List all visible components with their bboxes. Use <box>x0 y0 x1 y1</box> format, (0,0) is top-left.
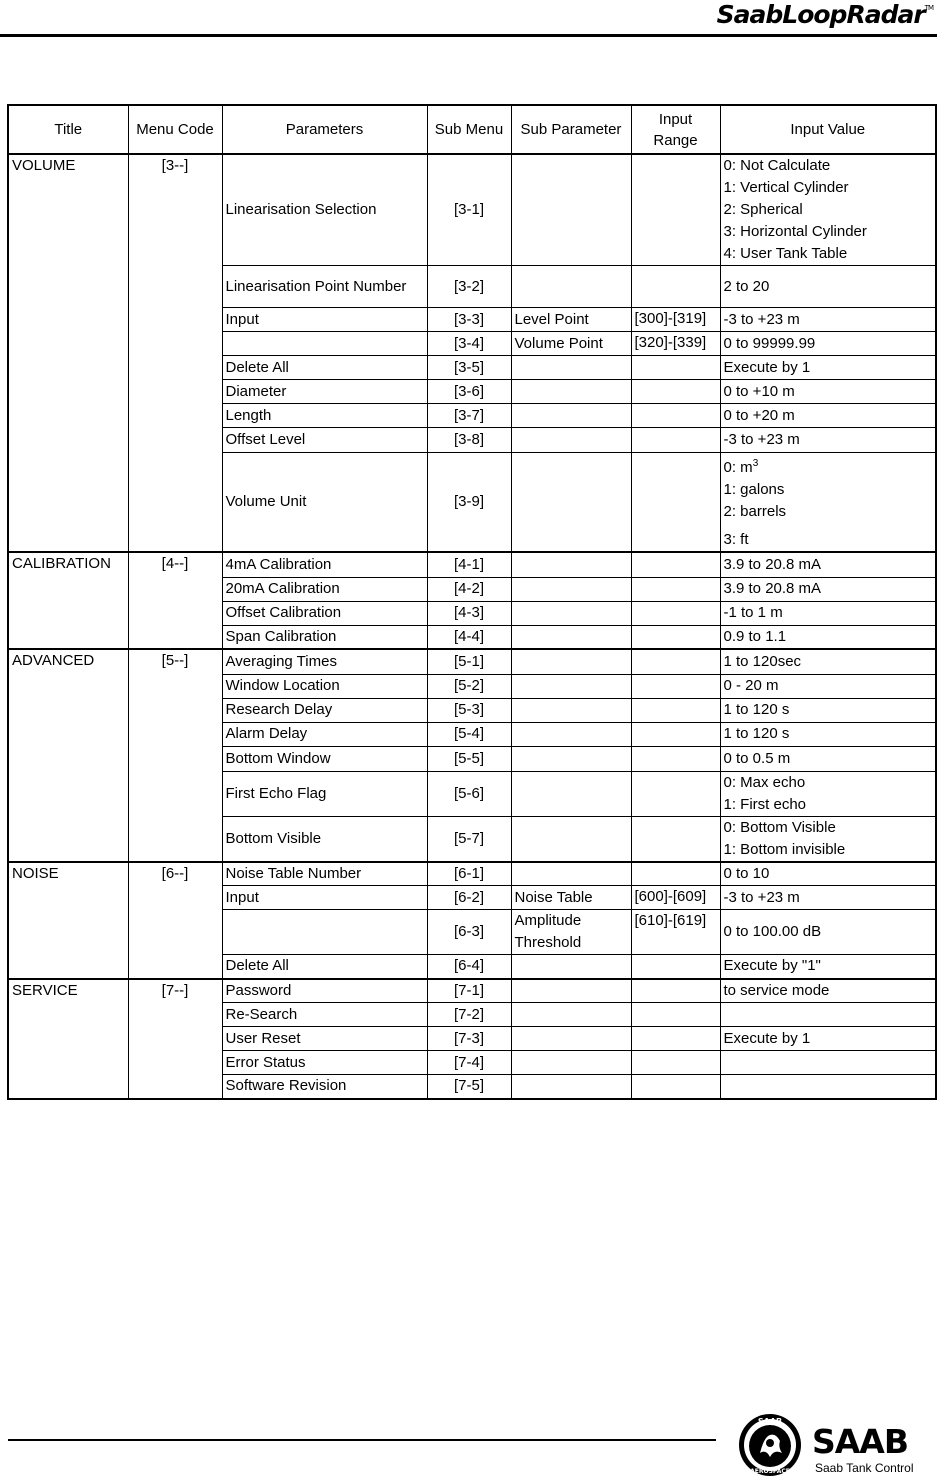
input-value-cell <box>720 404 936 428</box>
parameter-cell: Offset Level <box>222 428 427 453</box>
sub-menu-cell: [6-1] <box>427 862 511 886</box>
input-value-cell <box>720 1027 936 1051</box>
input-value-cell <box>720 1051 936 1075</box>
sub-menu-cell: [5-1] <box>427 649 511 674</box>
input-value-line: Execute by 1 <box>723 358 811 376</box>
input-value-line: -3 to +23 m <box>723 431 800 448</box>
input-range-cell <box>631 1075 720 1099</box>
sub-parameter-cell: Amplitude Threshold <box>511 910 631 955</box>
input-range-cell <box>631 1027 720 1051</box>
sub-menu-cell: [7-5] <box>427 1075 511 1099</box>
sub-parameter-cell <box>511 1003 631 1027</box>
input-range-cell <box>631 577 720 601</box>
input-value-cell <box>720 746 936 771</box>
input-value-line: -3 to +23 m <box>723 888 800 906</box>
col-header-title: Title <box>8 105 128 154</box>
input-range-cell: [610]-[619] <box>631 910 720 955</box>
header-row <box>8 105 936 154</box>
parameter-cell: Linearisation Selection <box>222 154 427 266</box>
sub-parameter-cell <box>511 154 631 266</box>
superscript: 3 <box>752 458 759 469</box>
sub-menu-cell: [5-6] <box>427 771 511 816</box>
input-value-line: 0 to 10 <box>723 864 770 882</box>
input-value-line: 3.9 to 20.8 mA <box>723 555 822 573</box>
sub-menu-cell: [3-4] <box>427 332 511 356</box>
sub-menu-cell: [5-4] <box>427 722 511 746</box>
col-header-sub-parameter: Sub Parameter <box>511 105 631 154</box>
sub-menu-cell: [7-4] <box>427 1051 511 1075</box>
sub-menu-cell: [3-2] <box>427 266 511 308</box>
input-range-cell <box>631 649 720 674</box>
input-value-line: 2 to 20 <box>723 277 770 295</box>
parameter-cell: Research Delay <box>222 698 427 722</box>
parameter-cell: Password <box>222 979 427 1003</box>
table-row <box>8 649 936 674</box>
sub-menu-cell: [5-7] <box>427 816 511 862</box>
group-menu-code: [4--] <box>128 552 222 649</box>
sub-parameter-cell <box>511 698 631 722</box>
saab-scania-seal-icon <box>738 1413 802 1477</box>
parameter-cell: 20mA Calibration <box>222 577 427 601</box>
group-title: ADVANCED <box>8 649 128 862</box>
input-value-cell <box>720 674 936 698</box>
group-menu-code: [7--] <box>128 979 222 1099</box>
table-row <box>8 154 936 266</box>
parameter-cell: User Reset <box>222 1027 427 1051</box>
input-value-line: 1: Vertical Cylinder <box>723 179 849 196</box>
input-value-line: -3 to +23 m <box>723 310 800 328</box>
input-value-line: 0 - 20 m <box>723 677 779 694</box>
input-value-cell <box>720 428 936 453</box>
sub-menu-cell: [4-3] <box>427 601 511 625</box>
sub-menu-cell: [7-1] <box>427 979 511 1003</box>
sub-parameter-cell <box>511 404 631 428</box>
group-title: SERVICE <box>8 979 128 1099</box>
input-value-line: 3.9 to 20.8 mA <box>723 580 822 597</box>
input-value-line: 0 to 100.00 dB <box>723 923 822 940</box>
input-value-cell <box>720 649 936 674</box>
group-title: VOLUME <box>8 154 128 552</box>
group-menu-code: [5--] <box>128 649 222 862</box>
input-value-line: -1 to 1 m <box>723 604 783 621</box>
sub-menu-cell: [3-8] <box>427 428 511 453</box>
sub-menu-cell: [3-1] <box>427 154 511 266</box>
group-title: NOISE <box>8 862 128 979</box>
input-range-cell <box>631 955 720 979</box>
input-range-cell <box>631 625 720 649</box>
sub-menu-cell: [3-6] <box>427 380 511 404</box>
sub-parameter-cell: Volume Point <box>511 332 631 356</box>
input-range-cell: [600]-[609] <box>631 886 720 910</box>
input-range-cell <box>631 266 720 308</box>
table-row <box>8 979 936 1003</box>
parameter-cell <box>222 332 427 356</box>
input-value-line: 0: Not Calculate <box>723 157 831 174</box>
brand-logo: SaabLoopRadar™ <box>716 0 933 29</box>
input-value-cell <box>720 380 936 404</box>
input-range-cell <box>631 380 720 404</box>
parameter-cell: Diameter <box>222 380 427 404</box>
sub-menu-cell: [6-4] <box>427 955 511 979</box>
sub-parameter-cell <box>511 356 631 380</box>
input-value-line: 3: ft <box>723 531 749 548</box>
sub-menu-cell: [5-2] <box>427 674 511 698</box>
input-range-cell <box>631 453 720 553</box>
input-value-cell <box>720 910 936 955</box>
sub-parameter-cell <box>511 601 631 625</box>
sub-menu-cell: [3-3] <box>427 308 511 332</box>
input-value-cell <box>720 955 936 979</box>
parameter-cell: Re-Search <box>222 1003 427 1027</box>
input-value-line: 0 to +10 m <box>723 382 795 400</box>
sub-parameter-cell <box>511 816 631 862</box>
input-value-line: to service mode <box>723 981 830 999</box>
parameter-cell: Linearisation Point Number <box>222 266 427 308</box>
input-range-cell <box>631 698 720 722</box>
parameter-cell: Input <box>222 886 427 910</box>
parameter-cell: Input <box>222 308 427 332</box>
col-header-input-range: Input Range <box>631 105 720 154</box>
input-value-line: 0.9 to 1.1 <box>723 627 787 645</box>
sub-menu-cell: [6-2] <box>427 886 511 910</box>
input-value-line: 2: Spherical <box>723 201 803 218</box>
input-value-line: 3: Horizontal Cylinder <box>723 223 867 240</box>
menu-table <box>7 104 937 1100</box>
group-menu-code: [3--] <box>128 154 222 552</box>
sub-parameter-cell <box>511 1075 631 1099</box>
parameter-cell: 4mA Calibration <box>222 552 427 577</box>
input-value-cell <box>720 1075 936 1099</box>
sub-menu-cell: [4-4] <box>427 625 511 649</box>
input-value-cell <box>720 577 936 601</box>
input-value-line: 4: User Tank Table <box>723 245 848 262</box>
input-value-line: Execute by 1 <box>723 1029 811 1047</box>
sub-parameter-cell <box>511 625 631 649</box>
input-value-line: 0: Max echo <box>723 773 806 791</box>
parameter-cell: Delete All <box>222 356 427 380</box>
parameter-cell: Software Revision <box>222 1075 427 1099</box>
input-value-line: 1: Bottom invisible <box>723 840 846 858</box>
table-row <box>8 862 936 886</box>
input-value-line: 0 to 0.5 m <box>723 749 791 767</box>
input-range-cell <box>631 722 720 746</box>
sub-menu-cell: [5-3] <box>427 698 511 722</box>
input-value-cell <box>720 552 936 577</box>
input-value-cell <box>720 332 936 356</box>
parameter-cell: Noise Table Number <box>222 862 427 886</box>
input-value-cell <box>720 453 936 553</box>
col-header-menu-code: Menu Code <box>128 105 222 154</box>
sub-menu-cell: [6-3] <box>427 910 511 955</box>
input-value-cell <box>720 308 936 332</box>
input-range-cell <box>631 356 720 380</box>
sub-menu-cell: [7-3] <box>427 1027 511 1051</box>
input-range-cell <box>631 979 720 1003</box>
col-header-input-value: Input Value <box>720 105 936 154</box>
input-range-cell <box>631 601 720 625</box>
svg-text:SAAB: SAAB <box>757 1417 783 1426</box>
input-value-cell <box>720 1003 936 1027</box>
input-value-cell <box>720 886 936 910</box>
parameter-cell: Window Location <box>222 674 427 698</box>
sub-parameter-cell <box>511 979 631 1003</box>
footer-rule <box>8 1439 716 1441</box>
input-value-cell <box>720 266 936 308</box>
parameter-cell: Span Calibration <box>222 625 427 649</box>
sub-parameter-cell <box>511 649 631 674</box>
parameter-cell: Delete All <box>222 955 427 979</box>
sub-parameter-cell: Noise Table <box>511 886 631 910</box>
sub-parameter-cell <box>511 722 631 746</box>
parameter-cell: Averaging Times <box>222 649 427 674</box>
parameter-cell: Offset Calibration <box>222 601 427 625</box>
input-value-line: 2: barrels <box>723 503 787 520</box>
sub-parameter-cell <box>511 428 631 453</box>
input-value-line: 1: galons <box>723 481 785 498</box>
input-range-cell <box>631 746 720 771</box>
input-value-cell <box>720 356 936 380</box>
sub-parameter-cell <box>511 746 631 771</box>
sub-parameter-cell <box>511 955 631 979</box>
group-menu-code: [6--] <box>128 862 222 979</box>
input-value-cell <box>720 979 936 1003</box>
input-value-cell <box>720 625 936 649</box>
input-range-cell <box>631 404 720 428</box>
sub-menu-cell: [3-9] <box>427 453 511 553</box>
input-value-cell <box>720 154 936 266</box>
input-range-cell: [320]-[339] <box>631 332 720 356</box>
sub-parameter-cell <box>511 577 631 601</box>
saab-tank-control-label: Saab Tank Control <box>815 1461 914 1475</box>
saab-logo: SAAB <box>812 1422 908 1461</box>
sub-parameter-cell <box>511 380 631 404</box>
input-value-line: 1 to 120sec <box>723 652 802 670</box>
sub-parameter-cell <box>511 1027 631 1051</box>
input-value-line: 0 to 99999.99 <box>723 334 816 352</box>
parameter-cell: Volume Unit <box>222 453 427 553</box>
group-title: CALIBRATION <box>8 552 128 649</box>
parameter-cell: Length <box>222 404 427 428</box>
sub-parameter-cell <box>511 266 631 308</box>
sub-parameter-cell <box>511 862 631 886</box>
input-value-cell <box>720 601 936 625</box>
sub-parameter-cell: Level Point <box>511 308 631 332</box>
sub-menu-cell: [3-5] <box>427 356 511 380</box>
input-value-cell <box>720 722 936 746</box>
input-value-cell <box>720 862 936 886</box>
input-range-cell <box>631 674 720 698</box>
parameter-cell: Error Status <box>222 1051 427 1075</box>
input-range-cell <box>631 428 720 453</box>
input-range-cell: [300]-[319] <box>631 308 720 332</box>
input-range-cell <box>631 552 720 577</box>
input-value-line: 1 to 120 s <box>723 725 790 742</box>
sub-parameter-cell <box>511 552 631 577</box>
input-value-cell <box>720 698 936 722</box>
input-range-cell <box>631 862 720 886</box>
sub-parameter-cell <box>511 1051 631 1075</box>
parameter-cell: Bottom Visible <box>222 816 427 862</box>
input-value-line: 0: Bottom Visible <box>723 818 836 836</box>
input-range-cell <box>631 771 720 816</box>
sub-menu-cell: [4-2] <box>427 577 511 601</box>
input-range-cell <box>631 1051 720 1075</box>
input-value-cell <box>720 771 936 816</box>
input-value-line: Execute by "1" <box>723 957 821 975</box>
input-value-line: 1: First echo <box>723 795 807 813</box>
sub-menu-cell: [7-2] <box>427 1003 511 1027</box>
input-value-line: 0: $m^3$ <box>723 458 759 476</box>
sub-parameter-cell <box>511 674 631 698</box>
sub-menu-cell: [3-7] <box>427 404 511 428</box>
sub-parameter-cell <box>511 771 631 816</box>
input-value-cell <box>720 816 936 862</box>
col-header-parameters: Parameters <box>222 105 427 154</box>
input-range-cell <box>631 1003 720 1027</box>
input-value-line: 0 to +20 m <box>723 406 795 424</box>
input-range-cell <box>631 816 720 862</box>
parameter-cell: Bottom Window <box>222 746 427 771</box>
parameter-cell: First Echo Flag <box>222 771 427 816</box>
parameter-cell <box>222 910 427 955</box>
input-range-cell <box>631 154 720 266</box>
input-value-line: 1 to 120 s <box>723 701 790 718</box>
table-row <box>8 552 936 577</box>
col-header-sub-menu: Sub Menu <box>427 105 511 154</box>
svg-text:AEROSPACE: AEROSPACE <box>750 1468 790 1475</box>
header-rule <box>0 34 937 37</box>
sub-parameter-cell <box>511 453 631 553</box>
sub-menu-cell: [5-5] <box>427 746 511 771</box>
parameter-cell: Alarm Delay <box>222 722 427 746</box>
sub-menu-cell: [4-1] <box>427 552 511 577</box>
